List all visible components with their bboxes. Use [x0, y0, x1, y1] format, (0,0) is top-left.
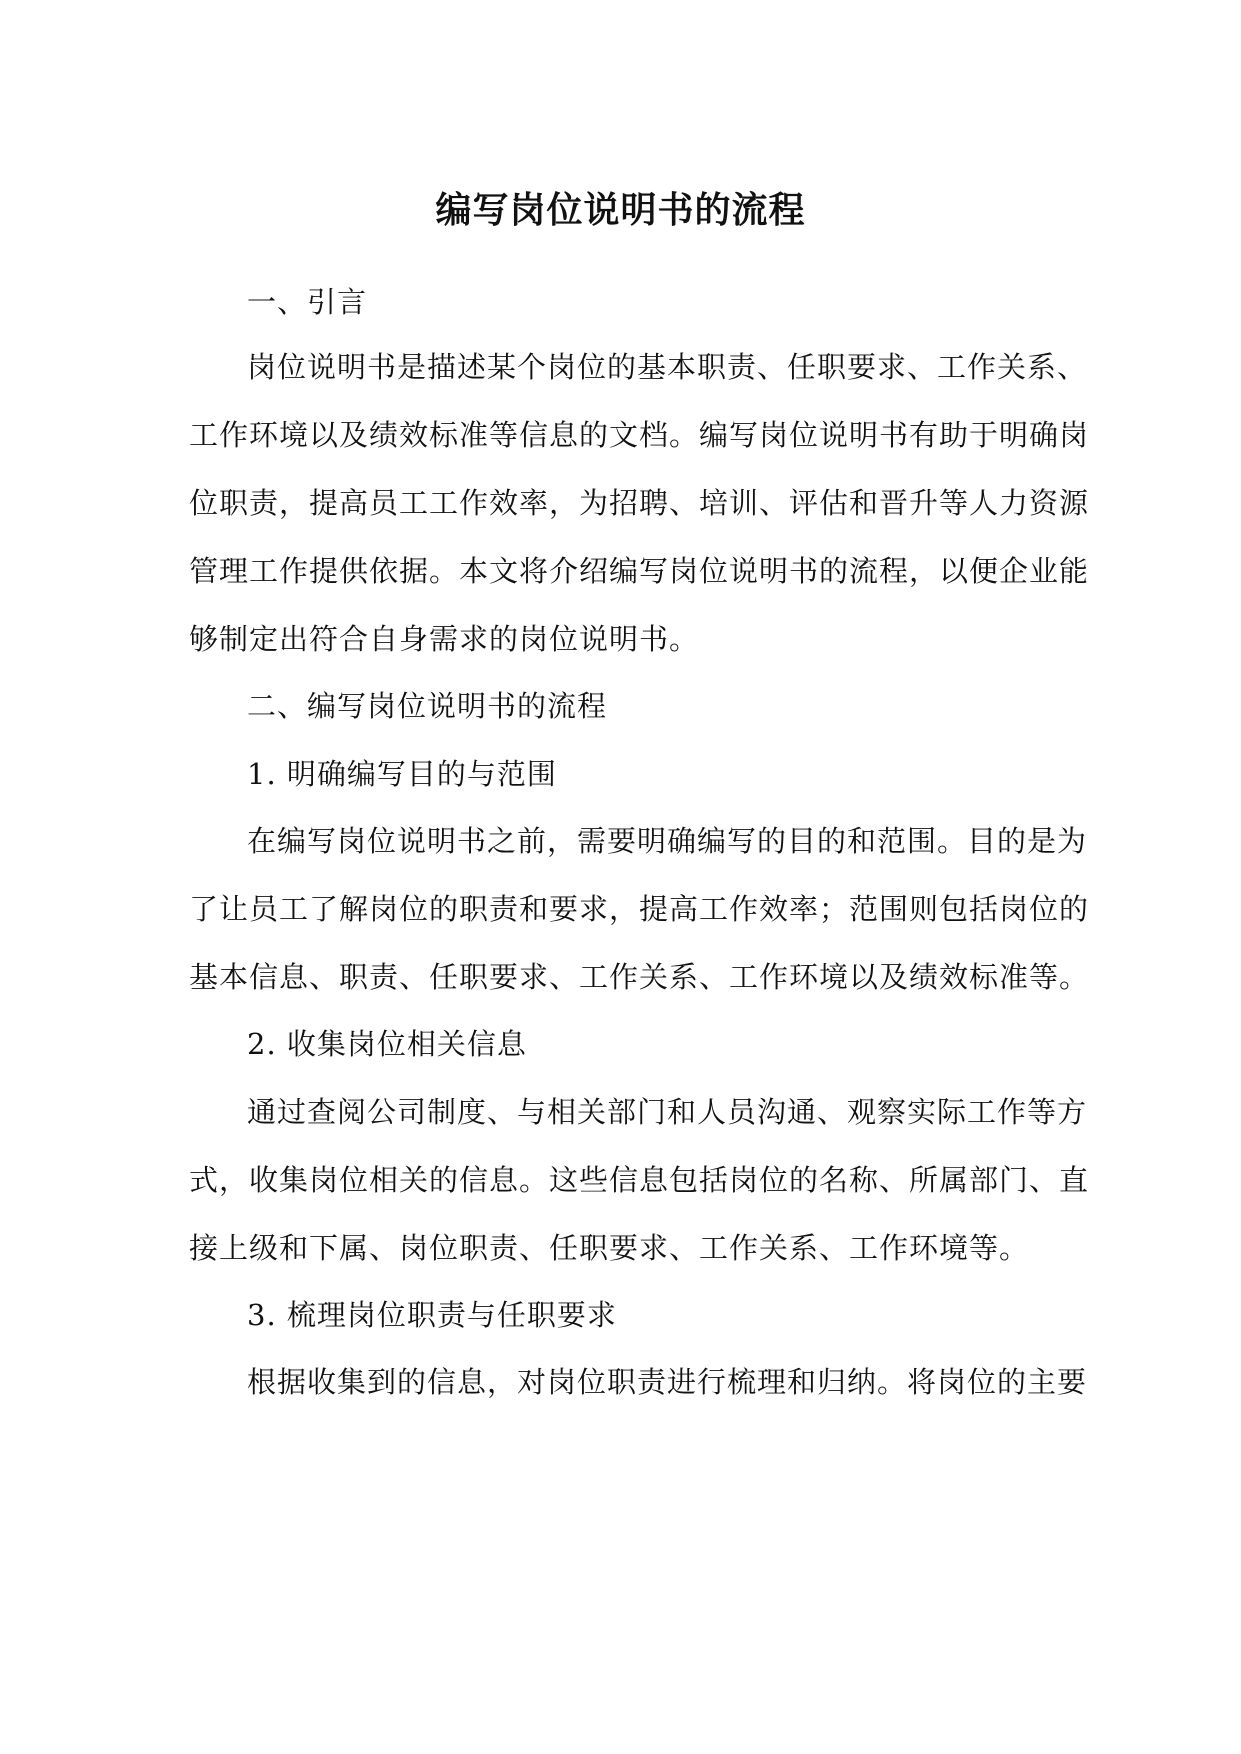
section-heading-process: 二、编写岗位说明书的流程: [247, 689, 608, 723]
step-heading-2: 2. 收集岗位相关信息: [247, 1027, 527, 1061]
paragraph-line: 了让员工了解岗位的职责和要求，提高工作效率；范围则包括岗位的: [189, 892, 1090, 926]
paragraph-line: 工作环境以及绩效标准等信息的文档。编写岗位说明书有助于明确岗: [189, 418, 1090, 452]
paragraph-line: 基本信息、职责、任职要求、工作关系、工作环境以及绩效标准等。: [189, 960, 1090, 994]
paragraph-line: 管理工作提供依据。本文将介绍编写岗位说明书的流程，以便企业能: [189, 554, 1090, 588]
step-heading-1: 1. 明确编写目的与范围: [247, 757, 557, 791]
section-heading-intro: 一、引言: [247, 285, 368, 319]
paragraph-line: 通过查阅公司制度、与相关部门和人员沟通、观察实际工作等方: [247, 1095, 1088, 1129]
paragraph-line: 位职责，提高员工工作效率，为招聘、培训、评估和晋升等人力资源: [189, 486, 1090, 520]
paragraph-line: 接上级和下属、岗位职责、任职要求、工作关系、工作环境等。: [189, 1231, 1030, 1265]
paragraph-line: 够制定出符合自身需求的岗位说明书。: [189, 622, 700, 656]
paragraph-line: 在编写岗位说明书之前，需要明确编写的目的和范围。目的是为: [247, 824, 1088, 858]
paragraph-line: 岗位说明书是描述某个岗位的基本职责、任职要求、工作关系、: [247, 350, 1088, 384]
paragraph-line: 式，收集岗位相关的信息。这些信息包括岗位的名称、所属部门、直: [189, 1163, 1090, 1197]
document-title: 编写岗位说明书的流程: [435, 189, 806, 231]
step-heading-3: 3. 梳理岗位职责与任职要求: [247, 1298, 617, 1332]
paragraph-line: 根据收集到的信息，对岗位职责进行梳理和归纳。将岗位的主要: [247, 1365, 1088, 1399]
